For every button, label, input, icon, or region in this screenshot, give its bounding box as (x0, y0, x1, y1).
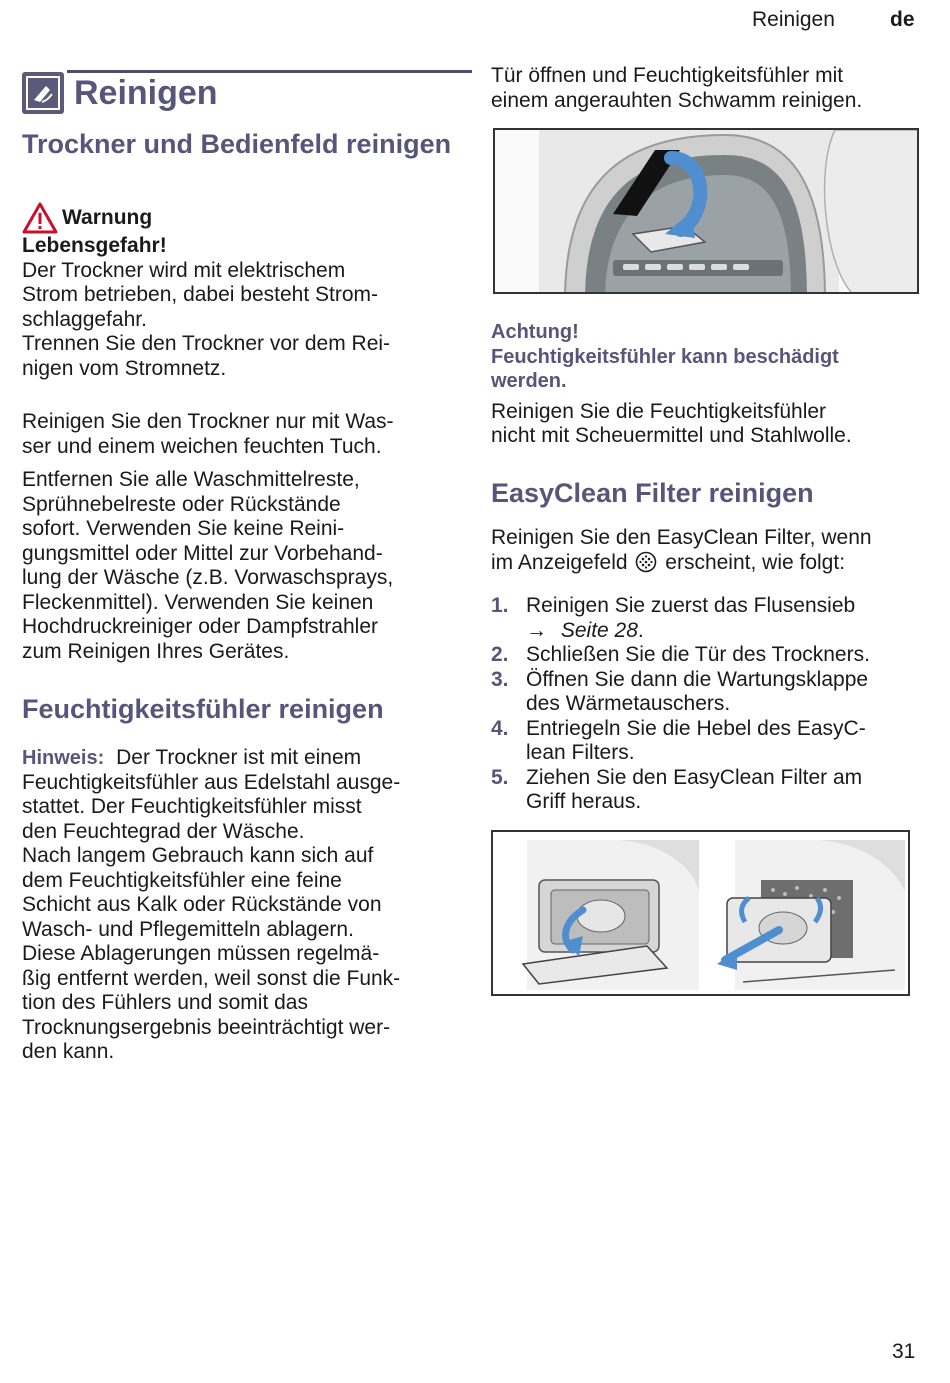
caution-block (491, 320, 921, 449)
text-line: Reinigen Sie den Trockner nur mit Was- (22, 410, 394, 433)
text-line: Trocknungsergebnis beeinträchtigt wer- (22, 1015, 391, 1039)
text-line: ßig entfernt werden, weil sonst die Funk- (22, 966, 401, 990)
text-line: stattet. Der Feuchtigkeitsfühler misst (22, 795, 362, 818)
heading-trockner-bedienfeld (22, 128, 452, 160)
step-number: 3. (491, 667, 509, 691)
step-text: Entriegeln Sie die Hebel des EasyC- (526, 716, 866, 740)
caution-title: werden. (491, 370, 567, 392)
caution-text: nicht mit Scheuermittel und Stahlwolle. (491, 424, 852, 447)
text-line: Hochdruckreiniger oder Dampfstrahler (22, 615, 378, 638)
warning-label: Warnung (62, 205, 153, 229)
text-line: Sprühnebelreste oder Rückstände (22, 492, 341, 516)
step-number: 2. (491, 643, 509, 666)
step-item (491, 643, 921, 668)
step-text: des Wärmetauschers. (526, 692, 731, 715)
warning-line: Trennen Sie den Trockner vor dem Rei- (22, 332, 391, 355)
step-text: Schließen Sie die Tür des Trockners. (526, 643, 870, 666)
step-number: 5. (491, 765, 509, 789)
warning-line: nigen vom Stromnetz. (22, 356, 227, 380)
text-fragment: im Anzeigefeld (491, 550, 628, 574)
step-text: Öffnen Sie dann die Wartungsklappe (526, 667, 869, 691)
text-line: Wasch- und Pflegemitteln ablagern. (22, 917, 354, 941)
step-number: 4. (491, 716, 509, 740)
paragraph-remove-residue (22, 468, 452, 664)
text-line: Fleckenmittel). Verwenden Sie keinen (22, 590, 374, 614)
caution-text: Reinigen Sie die Feuchtigkeitsfühler (491, 399, 827, 423)
caution-title: Feuchtigkeitsfühler kann beschädigt (491, 345, 839, 368)
note-block (22, 746, 452, 1065)
warning-subtitle: Lebensgefahr! (22, 234, 167, 257)
caution-label: Achtung! (491, 321, 579, 343)
chapter-title: Reinigen (74, 74, 218, 112)
warning-line: schlaggefahr. (22, 307, 147, 331)
text-line: einem angerauhten Schwamm reinigen. (491, 88, 863, 112)
text-line: Diese Ablagerungen müssen regelmä- (22, 942, 380, 965)
step-text: Reinigen Sie zuerst das Flusensieb (526, 594, 856, 617)
paragraph-clean-water (22, 410, 452, 459)
step-text: Griff heraus. (526, 790, 642, 813)
step-text: Ziehen Sie den EasyClean Filter am (526, 765, 863, 789)
page-number: 31 (892, 1340, 916, 1363)
reference-period: . (637, 618, 644, 642)
text-line: Reinigen Sie den EasyClean Filter, wenn (491, 526, 872, 549)
note-first-line: Der Trockner ist mit einem (116, 746, 362, 769)
step-item (491, 668, 921, 717)
heading-text: Trockner und Bedienfeld reinigen (22, 129, 452, 159)
heading-feuchtigkeitsfuehler: Feuchtigkeitsfühler reinigen (22, 694, 384, 724)
text-fragment: erscheint, wie folgt: (665, 550, 846, 574)
step-item (491, 766, 921, 815)
intro-door-sensor (491, 64, 921, 113)
step-item (491, 594, 921, 643)
text-line: lung der Wäsche (z.B. Vorwaschsprays, (22, 566, 394, 589)
running-header-section: Reinigen (752, 8, 835, 31)
easyclean-intro (491, 526, 921, 575)
text-line: dem Feuchtigkeitsfühler eine feine (22, 868, 342, 892)
figure-easyclean-filter (491, 830, 910, 996)
warning-triangle-icon (22, 202, 58, 234)
text-line: den Feuchtegrad der Wäsche. (22, 819, 305, 843)
text-line: Entfernen Sie alle Waschmittelreste, (22, 468, 360, 491)
step-item (491, 717, 921, 766)
figure-moisture-sensor (493, 128, 919, 294)
text-line: tion des Fühlers und somit das (22, 991, 308, 1014)
text-line: Feuchtigkeitsfühler aus Edelstahl ausge- (22, 770, 401, 794)
warning-line: Der Trockner wird mit elektrischem (22, 258, 346, 282)
text-line: Tür öffnen und Feuchtigkeitsfühler mit (491, 64, 844, 87)
text-line: Nach langem Gebrauch kann sich auf (22, 844, 374, 867)
note-label: Hinweis: (22, 747, 105, 769)
reference-arrow: → (526, 618, 547, 642)
text-line: den kann. (22, 1040, 115, 1063)
text-line: Schicht aus Kalk oder Rückstände von (22, 893, 382, 916)
cleaning-hand-icon (22, 72, 64, 114)
heading-easyclean: EasyClean Filter reinigen (491, 478, 814, 508)
running-header-language: de (890, 8, 915, 31)
text-line: gungsmittel oder Mittel zur Vorbehand- (22, 541, 383, 565)
warning-block (22, 202, 452, 381)
text-line: zum Reinigen Ihres Gerätes. (22, 639, 290, 663)
text-line: ser und einem weichen feuchten Tuch. (22, 434, 382, 458)
step-number: 1. (491, 594, 509, 617)
filter-symbol-icon (635, 551, 657, 573)
easyclean-steps (491, 594, 921, 815)
step-text: lean Filters. (526, 741, 635, 764)
warning-line: Strom betrieben, dabei besteht Strom- (22, 283, 379, 306)
page-reference-link[interactable]: Seite 28 (560, 618, 638, 642)
text-line: sofort. Verwenden Sie keine Reini- (22, 517, 345, 540)
